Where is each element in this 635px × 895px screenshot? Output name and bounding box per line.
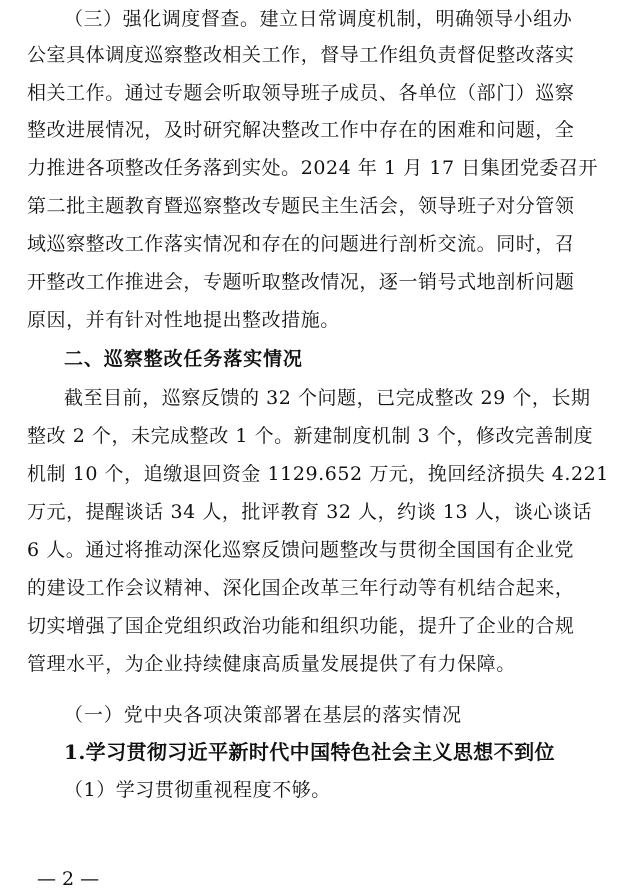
paragraph-line: 管理水平，为企业持续健康高质量发展提供了有力保障。 [27,653,516,675]
paragraph-line: 的建设工作会议精神、深化国企改革三年行动等有机结合起来， [27,577,575,599]
paragraph-line: 公室具体调度巡察整改相关工作，督导工作组负责督促整改落实 [27,44,575,66]
page-number: — 2 — [37,868,100,890]
list-item: （1）学习贯彻重视程度不够。 [64,779,331,801]
paragraph-line: 切实增强了国企党组织政治功能和组织功能，提升了企业的合规 [27,615,575,637]
topic-heading: 1.学习贯彻习近平新时代中国特色社会主义思想不到位 [64,740,555,764]
paragraph-line: 原因，并有针对性地提出整改措施。 [27,309,340,331]
paragraph-line: 第二批主题教育暨巡察整改专题民主生活会，领导班子对分管领 [27,195,575,217]
paragraph-line: 整改 2 个，未完成整改 1 个。新建制度机制 3 个，修改完善制度 [27,425,594,447]
paragraph-line: 6 人。通过将推动深化巡察反馈问题整改与贯彻全国国有企业党 [27,539,575,561]
paragraph-line: 机制 10 个，追缴退回资金 1129.652 万元，挽回经济损失 4.221 [27,463,609,485]
paragraph-line: 开整改工作推进会，专题听取整改情况，逐一销号式地剖析问题 [27,271,575,293]
paragraph-line: 整改进展情况，及时研究解决整改工作中存在的困难和问题，全 [27,119,575,141]
subsection-heading: （一）党中央各项决策部署在基层的落实情况 [64,704,463,726]
paragraph-line: 截至目前，巡察反馈的 32 个问题，已完成整改 29 个，长期 [64,387,591,409]
paragraph-line: 域巡察整改工作落实情况和存在的问题进行剖析交流。同时，召 [27,233,575,255]
paragraph-line: （三）强化调度督查。建立日常调度机制，明确领导小组办 [64,8,573,30]
paragraph-line: 相关工作。通过专题会听取领导班子成员、各单位（部门）巡察 [27,82,575,104]
paragraph-line: 万元，提醒谈话 34 人，批评教育 32 人，约谈 13 人，谈心谈话 [27,501,593,523]
paragraph-line: 力推进各项整改任务落到实处。2024 年 1 月 17 日集团党委召开 [27,157,599,179]
section-heading: 二、巡察整改任务落实情况 [64,348,303,370]
